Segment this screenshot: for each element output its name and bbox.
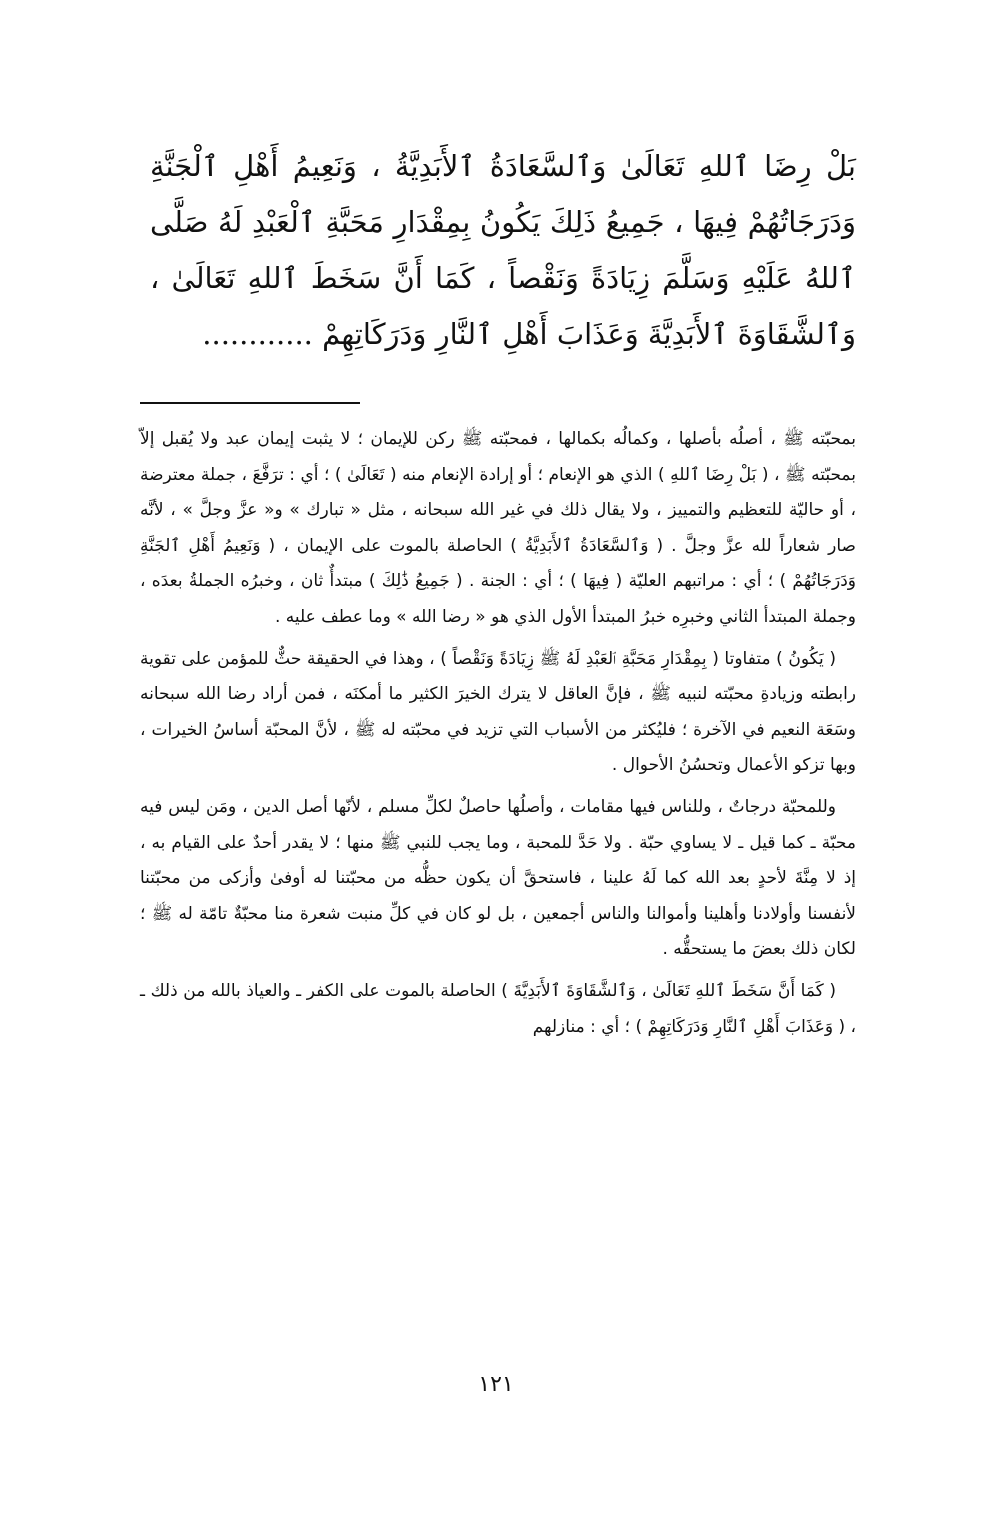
commentary-paragraph-2: ( يَكُونُ ) متفاوتا ( بِمِقْدَارِ مَحَبَّةِ ٱلعَبْدِ لَهُ ﷺ زِيَادَةً وَنَقْصاً ) ، وهذا في الحقيقة حثٌّ للمؤمن على تقوية رابطته وزيادةِ محبّته لنبيه ﷺ ، فإنَّ العاقل لا يترك الخيرَ الكثير ما أمكنَه ، فمن أراد رضا الله سبحانه وسَعَة النعيم في الآخرة ؛ فليُكثر من الأسباب التي تزيد في محبّته له ﷺ ، لأنَّ المحبّة أساسُ الخيرات ، وبها تزكو الأعمال وتحسُنُ الأحوال . — [140, 648, 856, 776]
main-text-block — [150, 138, 856, 362]
main-text-body: بَلْ رِضَا ٱللهِ تَعَالَىٰ وَٱلسَّعَادَةُ ٱلأَبَدِيَّةُ ، وَنَعِيمُ أَهْلِ ٱلْجَنَّةِ وَدَرَجَاتُهُمْ فِيهَا ، جَمِيعُ ذَلِكَ يَكُونُ بِمِقْدَارِ مَحَبَّةِ ٱلْعَبْدِ لَهُ صَلَّى ٱللهُ عَلَيْهِ وَسَلَّمَ زِيَادَةً وَنَقْصاً ، كَمَا أَنَّ سَخَطَ ٱللهِ تَعَالَىٰ ، وَٱلشَّقَاوَةَ ٱلأَبَدِيَّةَ وَعَذَابَ أَهْلِ ٱلنَّارِ وَدَرَكَاتِهِمْ — [150, 149, 856, 351]
main-text-paragraph — [150, 138, 856, 362]
page-number: ١٢١ — [478, 1372, 514, 1397]
commentary-block — [140, 422, 856, 1045]
footnote-divider — [140, 402, 360, 404]
continuation-dots: ............ — [202, 317, 313, 351]
commentary-paragraph-4: ( كَمَا أَنَّ سَخَطَ ٱللهِ تَعَالَىٰ ، وَٱلشَّقَاوَةَ ٱلأَبَدِيَّةَ ) الحاصلة بالموت على الكفر ـ والعياذ بالله من ذلك ـ ، ( وَعَذَابَ أَهْلِ ٱلنَّارِ وَدَرَكَاتِهِمْ ) ؛ أي : منازلهم — [140, 980, 856, 1037]
commentary-paragraph-3: وللمحبّة درجاتٌ ، وللناس فيها مقامات ، وأصلُها حاصلٌ لكلِّ مسلم ، لأنّها أصل الدين ، ومَن ليس فيه محبّة ـ كما قيل ـ لا يساوي حبّة . ولا حَدَّ للمحبة ، وما يجب للنبي ﷺ منها ؛ لا يقدر أحدٌ على القيام به ، إذ لا مِنَّةَ لأحدٍ بعد الله كما لَهُ علينا ، فاستحقَّ أن يكون حظُّه من محبّتنا له أوفىٰ وأزكى من محبّتنا لأنفسنا وأولادنا وأهلينا وأموالنا والناس أجمعين ، بل لو كان في كلِّ منبت شعرة منا محبّةٌ تامّة له ﷺ ؛ لكان ذلك بعضَ ما يستحقُّه . — [140, 796, 856, 960]
commentary-paragraph-1: بمحبّته ﷺ ، أصلُه بأصلها ، وكمالُه بكمالها ، فمحبّته ﷺ ركن للإيمان ؛ لا يثبت إيمان عبد ولا يُقبل إلاّ بمحبّته ﷺ ، ( بَلْ رِضَا ٱللهِ ) الذي هو الإنعام ؛ أو إرادة الإنعام منه ( تَعَالَىٰ ) ؛ أي : ترَفَّعَ ، جملة معترضة ، أو حاليّة للتعظيم والتمييز ، ولا يقال ذلك في غير الله سبحانه ، مثل « تبارك » و« عزَّ وجلَّ » ، لأنَّه صار شعاراً لله عزَّ وجلَّ . ( وَٱلسَّعَادَةُ ٱلأَبَدِيَّةُ ) الحاصلة بالموت على الإيمان ، ( وَنَعِيمُ أَهْلِ ٱلجَنَّةِ وَدَرَجَاتُهُمْ ) ؛ أي : مراتبهم العليّة ( فِيهَا ) ؛ أي : الجنة . ( جَمِيعُ ذَٰلِكَ ) مبتدأٌ ثان ، وخبرُه الجملةُ بعدَه ، وجملة المبتدأ الثاني وخبرِه خبرُ المبتدأ الأول الذي هو « رضا الله » وما عطف عليه . — [140, 429, 856, 627]
